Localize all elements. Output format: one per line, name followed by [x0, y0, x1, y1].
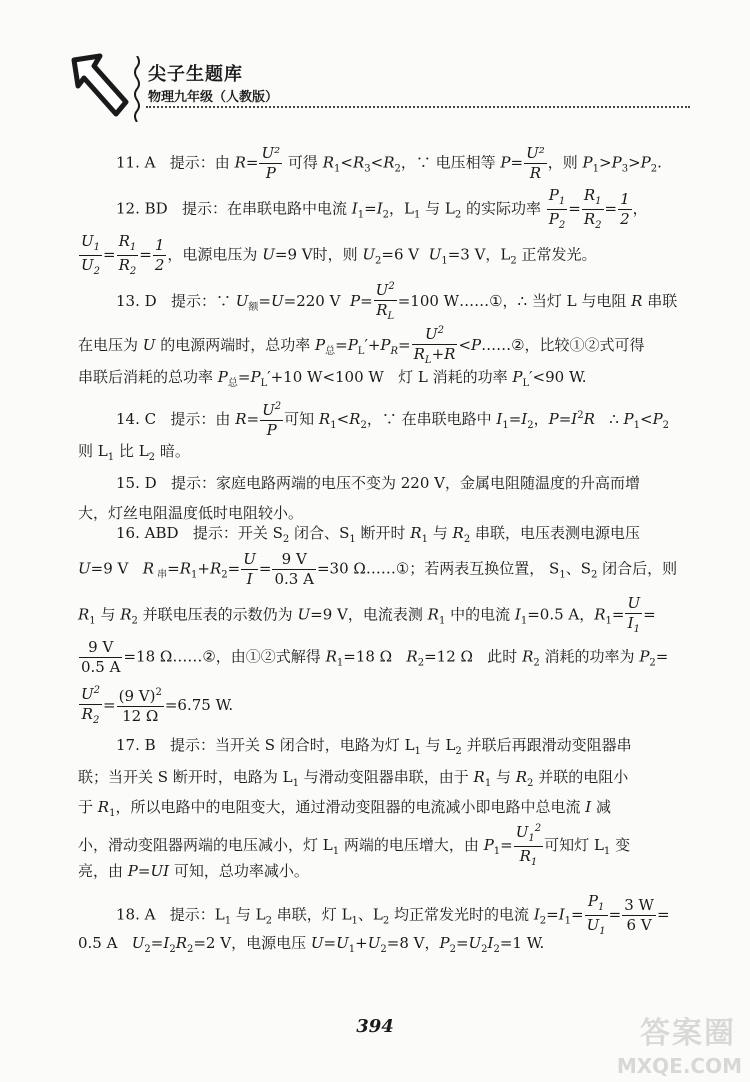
wavy-divider-icon	[132, 56, 142, 122]
answer-17: 17. B 提示：当开关 S 闭合时，电路为灯 $L_1$ 与 $L_2$ 并联后再跟滑动变阻器串	[116, 736, 632, 757]
answer-number: 11. A	[116, 153, 156, 172]
answer-17-line3: 于 $R_1$，所以电路中的电阻变大，通过滑动变阻器的电流减小即电路中总电流 I 减	[78, 798, 611, 819]
answer-13-line2: 在电压为 U 的电源两端时，总功率 $P_总=P_L'+P_R=$ $\frac{U^2}{R_L+R}$ <P……②，比较①②式可得	[78, 325, 645, 366]
answer-12-line2: $\frac{U_1}{U_2}$ = $\frac{R_1}{R_2}$ = $\frac{1}{2}$ ，电源电压为 U=9 V时，则 $U_2=6$ V $U_1=3$ V，$L_2$ 正常发光。	[81, 232, 597, 277]
answer-18: 18. A 提示：$L_1$ 与 $L_2$ 串联，灯 $L_1$、$L_2$ 均正常发光时的电流 $I_2=I_1=$ $\frac{P_1}{U_1}$ = $\frac{3 W}{6 V}$ =	[116, 892, 670, 937]
answer-16-line4: $\frac{9 V}{0.5 A}$ =18 Ω……②，由①②式解得 $R_1=18$ Ω $R_2=12$ Ω 此时 $R_2$ 消耗的功率为 $P_2=$	[81, 638, 669, 676]
answer-18-line2: 0.5 A $U_2=I_2R_2=2$ V，电源电压 $U=U_1+U_2=8$ V，$P_2=U_2I_2=1$ W.	[78, 934, 545, 955]
watermark-url: MXQE.COM	[616, 1054, 742, 1078]
answer-16-line2: U=9 V R $_串=R_1+R_2=$ $\frac{U}{I}$ = $\frac{9 V}{0.3 A}$ =30 Ω……①；若两表互换位置， $S_1$、$S_2$ 闭合后，则	[78, 550, 678, 588]
answer-13: 13. D 提示：∵ $U_额=U=220$ V P= $\frac{U^2}{R_L}$ =100 W……①，∴ 当灯 L 与电阻 R 串联	[116, 281, 678, 322]
watermark	[606, 1008, 746, 1078]
answer-12: 12. BD 提示：在串联电路中电流 $I_1=I_2$，$L_1$ 与 $L_2$ 的实际功率 $\frac{P_1}{P_2}$ = $\frac{R_1}{R_2}$ = $\frac{1}{2}$ ，	[116, 186, 648, 231]
answer-17-line5: 亮，由 P=UI 可知，总功率减小。	[78, 862, 309, 880]
answer-17-line2: 联；当开关 S 断开时，电路为 $L_1$ 与滑动变阻器串联，由于 $R_1$ 与 $R_2$ 并联的电阻小	[78, 768, 629, 789]
watermark-logo-text: 答案圈	[640, 1016, 736, 1051]
answer-11: 11. A 提示：由 R= $\frac{\text{U²}}{P}$ 可得 $R_1<R_3<R_2$，∵ 电压相等 P= $\frac{\text{U²}}{R}$ ，则 $P_1>P_3>P_2$.	[116, 144, 662, 182]
answer-15-line2: 大，灯丝电阻温度低时电阻较小。	[78, 504, 304, 522]
answer-14: 14. C 提示：由 R= $\frac{U^2}{P}$ 可知 $R_1<R_2$，∵ 在串联电路中 $I_1=I_2$，$P=I^2R$ ∴ $P_1<P_2$	[116, 401, 670, 439]
answer-13-line3: 串联后消耗的总功率 $P_总=P_L'+10$ W<100 W 灯 L 消耗的功率 $P_L'<90$ W.	[78, 368, 587, 389]
answer-16: 16. ABD 提示：开关 $S_2$ 闭合、$S_1$ 断开时 $R_1$ 与 $R_2$ 串联，电压表测电源电压	[116, 524, 641, 545]
header-dotted-rule	[146, 106, 690, 108]
arrow-logo-icon	[70, 52, 132, 120]
page-number: 394	[356, 1016, 394, 1037]
book-header	[70, 52, 690, 122]
book-subtitle: 物理九年级（人教版）	[148, 90, 279, 105]
answer-16-line5: $\frac{U^2}{R_2}$ = $\frac{(9 V)^2}{12 \Omega}$ =6.75 W.	[81, 685, 234, 726]
book-title: 尖子生题库	[148, 64, 243, 85]
answer-16-line3: $R_1$ 与 $R_2$ 并联电压表的示数仍为 U=9 V，电流表测 $R_1$ 中的电流 $I_1=0.5$ A，$R_1=$ $\frac{U}{I_1}$ =	[78, 594, 656, 635]
answer-17-line4: 小，滑动变阻器两端的电压减小，灯 $L_1$ 两端的电压增大，由 $P_1=$ $\frac{U_1^2}{R_1}$ 可知灯 $L_1$ 变	[78, 823, 631, 868]
answer-15: 15. D 提示：家庭电路两端的电压不变为 220 V，金属电阻随温度的升高而增	[116, 474, 640, 492]
answer-14-line2: 则 $L_1$ 比 $L_2$ 暗。	[78, 442, 190, 463]
